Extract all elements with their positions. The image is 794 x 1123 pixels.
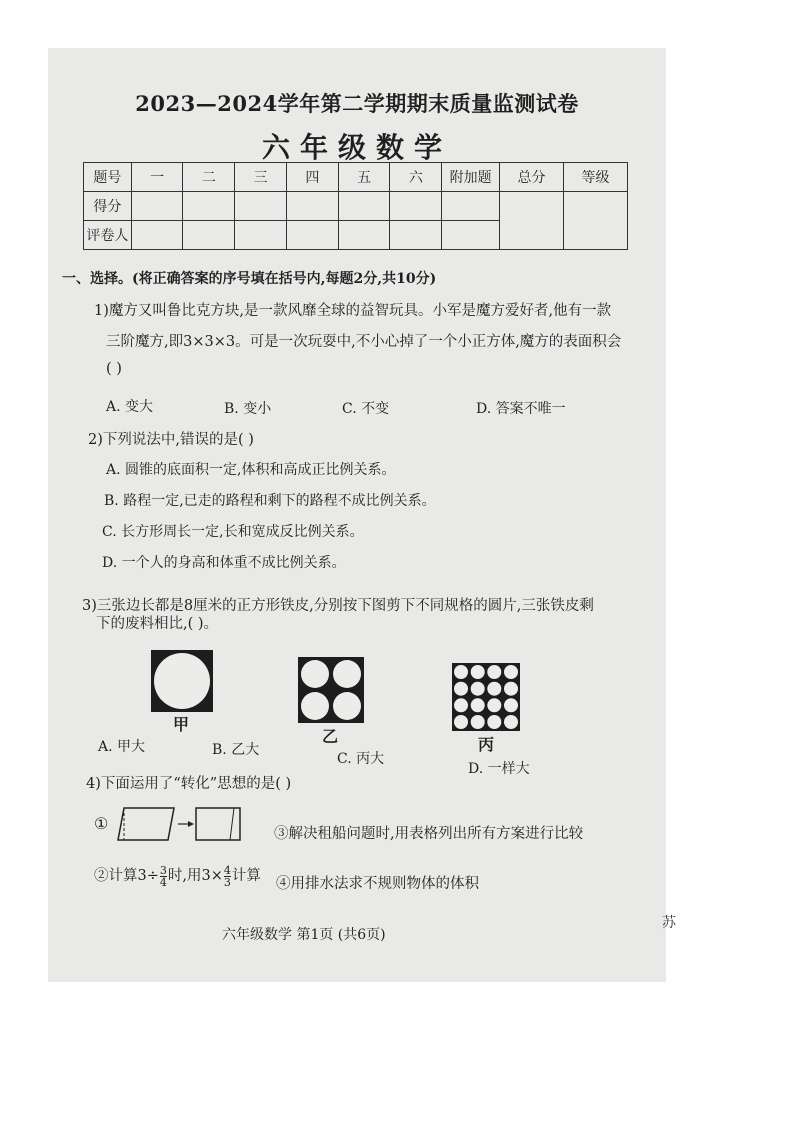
score-table bbox=[83, 162, 628, 250]
q4-item-1-marker[interactable]: ① bbox=[94, 814, 109, 833]
cut-circle bbox=[333, 692, 361, 720]
section-1-heading: 一、选择。(将正确答案的序号填在括号内,每题2分,共10分) bbox=[62, 271, 437, 287]
fraction-four-thirds bbox=[224, 865, 231, 888]
q3-option-d[interactable]: D. 一样大 bbox=[468, 761, 530, 777]
q4-item-2-text-c: 计算 bbox=[231, 868, 261, 884]
q1-option-a[interactable]: A. 变大 bbox=[106, 399, 154, 415]
grader-cell[interactable] bbox=[286, 221, 338, 250]
score-cell[interactable] bbox=[183, 192, 235, 221]
arrow-head-icon bbox=[188, 821, 194, 827]
grader-cell[interactable] bbox=[183, 221, 235, 250]
row-label-question-number: 题号 bbox=[84, 163, 132, 192]
moved-triangle-edge bbox=[230, 808, 234, 840]
q4-item-3[interactable]: ③解决租船问题时,用表格列出所有方案进行比较 bbox=[274, 826, 584, 842]
q3-option-b[interactable]: B. 乙大 bbox=[212, 742, 260, 758]
score-cell[interactable] bbox=[286, 192, 338, 221]
q3-option-a[interactable]: A. 甲大 bbox=[98, 739, 146, 755]
column-4: 四 bbox=[286, 163, 338, 192]
q4-item-2[interactable] bbox=[94, 864, 261, 888]
score-cell[interactable] bbox=[338, 192, 390, 221]
column-total: 总分 bbox=[500, 163, 564, 192]
q1-line-2: 三阶魔方,即3×3×3。可是一次玩耍中,不小心掉了一个小正方体,魔方的表面积会 bbox=[106, 334, 622, 350]
q1-option-c[interactable]: C. 不变 bbox=[342, 401, 390, 417]
row-label-grader: 评卷人 bbox=[84, 221, 132, 250]
score-cell[interactable] bbox=[131, 192, 183, 221]
grade-cell[interactable] bbox=[563, 192, 627, 250]
fraction-denominator: 3 bbox=[223, 875, 231, 889]
cut-circle bbox=[154, 653, 210, 709]
q3-line-1: 3)三张边长都是8厘米的正方形铁皮,分别按下图剪下不同规格的圆片,三张铁皮剩 bbox=[82, 598, 594, 614]
q4-item-2-text-b: 时,用3× bbox=[167, 868, 223, 884]
fraction-numerator: 4 bbox=[223, 863, 231, 877]
page-edge-character: 苏 bbox=[662, 915, 676, 931]
q4-item-4[interactable]: ④用排水法求不规则物体的体积 bbox=[276, 876, 479, 892]
grader-cell[interactable] bbox=[442, 221, 500, 250]
score-cell[interactable] bbox=[235, 192, 287, 221]
score-cell[interactable] bbox=[442, 192, 500, 221]
q1-answer-blank[interactable]: ( ) bbox=[106, 361, 122, 377]
cut-circle bbox=[301, 692, 329, 720]
exam-subject: 六年级数学 bbox=[261, 131, 452, 164]
column-5: 五 bbox=[338, 163, 390, 192]
grader-cell[interactable] bbox=[235, 221, 287, 250]
figure-yi-four-circles bbox=[298, 657, 364, 723]
fraction-denominator: 4 bbox=[159, 875, 167, 889]
q4-item-2-marker: ② bbox=[94, 868, 109, 884]
cut-circle bbox=[301, 660, 329, 688]
q4-item-2-text-a: 计算3÷ bbox=[108, 868, 159, 884]
fraction-three-fourths bbox=[160, 865, 167, 888]
fraction-numerator: 3 bbox=[159, 863, 167, 877]
exam-title: 2023—2024学年第二学期期末质量监测试卷 bbox=[135, 91, 579, 116]
parallelogram-to-rectangle-diagram bbox=[110, 804, 244, 846]
q2-option-a[interactable]: A. 圆锥的底面积一定,体积和高成正比例关系。 bbox=[106, 462, 396, 478]
column-2: 二 bbox=[183, 163, 235, 192]
q1-option-d[interactable]: D. 答案不唯一 bbox=[476, 401, 566, 417]
parallelogram-shape bbox=[118, 808, 174, 840]
q1-line-1: 1)魔方又叫鲁比克方块,是一款风靡全球的益智玩具。小军是魔方爱好者,他有一款 bbox=[94, 303, 612, 319]
column-grade: 等级 bbox=[563, 163, 627, 192]
column-6: 六 bbox=[390, 163, 442, 192]
figure-jia-one-circle bbox=[151, 650, 213, 712]
q2-option-c[interactable]: C. 长方形周长一定,长和宽成反比例关系。 bbox=[102, 524, 364, 540]
exam-page bbox=[48, 48, 666, 982]
figure-label-bing: 丙 bbox=[478, 735, 495, 754]
figure-bing-sixteen-circles bbox=[452, 663, 520, 731]
column-bonus: 附加题 bbox=[442, 163, 500, 192]
grader-cell[interactable] bbox=[390, 221, 442, 250]
q2-option-d[interactable]: D. 一个人的身高和体重不成比例关系。 bbox=[102, 555, 346, 571]
figure-label-jia: 甲 bbox=[173, 715, 190, 734]
score-table-header-row bbox=[84, 163, 628, 192]
q3-line-2: 下的废料相比,( )。 bbox=[96, 616, 219, 632]
q2-stem: 2)下列说法中,错误的是( ) bbox=[88, 432, 254, 448]
grader-cell[interactable] bbox=[131, 221, 183, 250]
q1-option-b[interactable]: B. 变小 bbox=[224, 401, 272, 417]
q3-option-c[interactable]: C. 丙大 bbox=[337, 751, 385, 767]
q2-option-b[interactable]: B. 路程一定,已走的路程和剩下的路程不成比例关系。 bbox=[104, 493, 436, 509]
figure-label-yi: 乙 bbox=[322, 727, 339, 746]
grader-cell[interactable] bbox=[338, 221, 390, 250]
page-footer: 六年级数学 第1页 (共6页) bbox=[222, 927, 386, 943]
row-label-score: 得分 bbox=[84, 192, 132, 221]
cut-circle bbox=[333, 660, 361, 688]
total-cell[interactable] bbox=[500, 192, 564, 250]
q4-stem: 4)下面运用了“转化”思想的是( ) bbox=[86, 776, 292, 792]
column-1: 一 bbox=[131, 163, 183, 192]
score-cell[interactable] bbox=[390, 192, 442, 221]
column-3: 三 bbox=[235, 163, 287, 192]
score-table-score-row bbox=[84, 192, 628, 221]
